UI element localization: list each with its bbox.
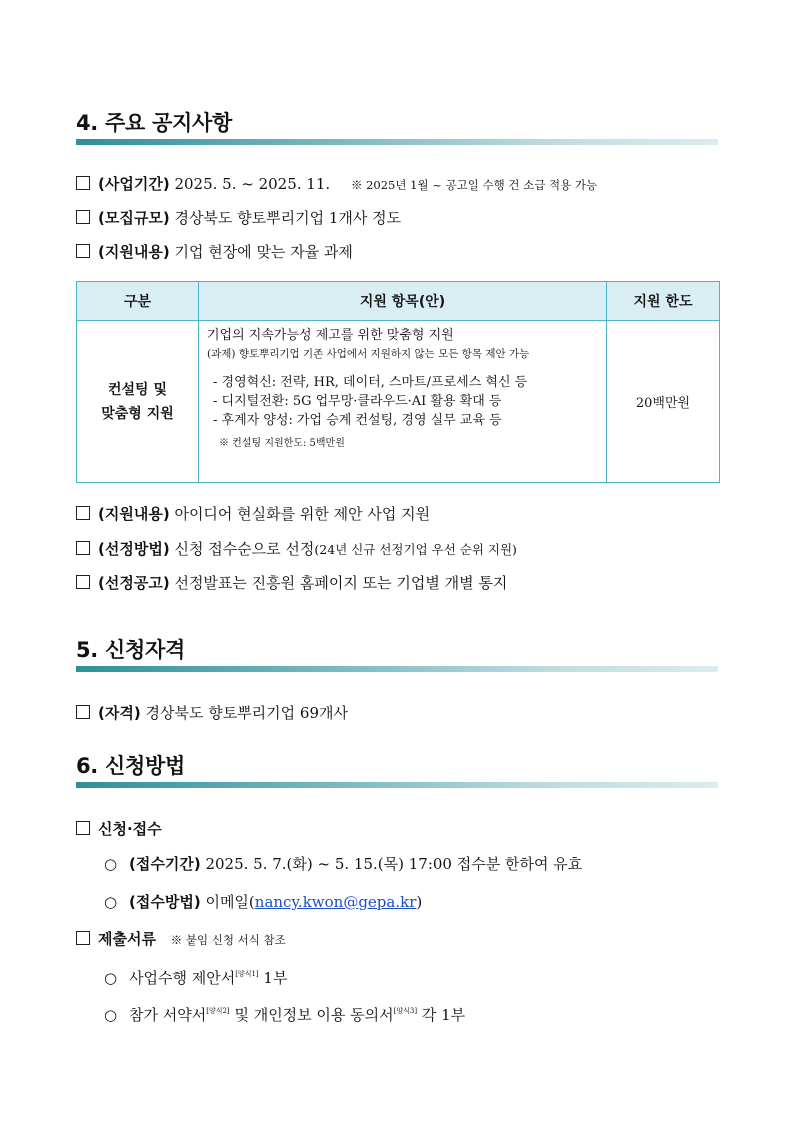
email-link[interactable]: nancy.kwon@gepa.kr bbox=[254, 893, 417, 911]
checkbox-icon bbox=[76, 210, 90, 224]
doc-1-item bbox=[104, 964, 287, 988]
checkbox-icon bbox=[76, 506, 90, 520]
category-line-2: 맞춤형 지원 bbox=[101, 405, 174, 422]
apply-heading: 신청·접수 bbox=[98, 820, 162, 838]
item-text: 경상북도 향토뿌리기업 69개사 bbox=[145, 704, 348, 722]
method-prefix: 이메일( bbox=[205, 893, 255, 911]
checkbox-icon bbox=[76, 541, 90, 555]
section-6-divider bbox=[76, 782, 718, 788]
limit-cell: 20백만원 bbox=[607, 321, 720, 483]
item-small-note: (24년 신규 선정기업 우선 순위 지원) bbox=[314, 542, 517, 557]
doc-2-text-b: 및 개인정보 이용 동의서 bbox=[229, 1006, 394, 1024]
docs-note: ※ 붙임 신청 서식 참조 bbox=[170, 933, 286, 947]
period-item bbox=[104, 854, 582, 874]
eligibility-item bbox=[76, 703, 348, 723]
doc-2-text-a: 참가 서약서 bbox=[129, 1006, 207, 1024]
support-content-item bbox=[76, 242, 353, 262]
item-text: 2025. 5. ~ 2025. 11. bbox=[174, 175, 331, 193]
business-period-item bbox=[76, 174, 597, 195]
support-table bbox=[76, 281, 720, 483]
category-cell bbox=[77, 321, 199, 483]
method-item bbox=[104, 892, 422, 912]
item-label: (자격) bbox=[98, 704, 141, 722]
doc-1-sup: [양식1] bbox=[235, 970, 259, 978]
header-items: 지원 항목(안) bbox=[199, 282, 607, 321]
item-label: (모집규모) bbox=[98, 209, 170, 227]
doc-1-count: 1부 bbox=[258, 969, 288, 987]
circle-bullet-icon: ○ bbox=[104, 893, 118, 911]
item-label: (선정방법) bbox=[98, 540, 170, 558]
checkbox-icon bbox=[76, 821, 90, 835]
section-5-title: 5. 신청자격 bbox=[76, 638, 185, 662]
selection-method-item bbox=[76, 539, 517, 560]
item-note: ※ 2025년 1월 ~ 공고일 수행 건 소급 적용 가능 bbox=[350, 178, 598, 192]
circle-bullet-icon: ○ bbox=[104, 969, 118, 987]
recruit-scale-item bbox=[76, 208, 401, 228]
circle-bullet-icon: ○ bbox=[104, 1006, 118, 1024]
doc-2-sup-a: [양식2] bbox=[206, 1007, 230, 1015]
checkbox-icon bbox=[76, 931, 90, 945]
header-limit: 지원 한도 bbox=[607, 282, 720, 321]
item-text: 선정발표는 진흥원 홈페이지 또는 기업별 개별 통지 bbox=[174, 574, 508, 592]
bullet-item: - 후계자 양성: 가업 승계 컨설팅, 경영 실무 교육 등 bbox=[213, 413, 502, 428]
item-label: (선정공고) bbox=[98, 574, 170, 592]
desc-sub: (과제) 향토뿌리기업 기존 사업에서 지원하지 않는 모든 항목 제안 가능 bbox=[207, 348, 530, 360]
bullet-item: - 디지털전환: 5G 업무망·클라우드·AI 활용 확대 등 bbox=[213, 394, 502, 409]
doc-1-text: 사업수행 제안서 bbox=[129, 969, 236, 987]
item-text: 기업 현장에 맞는 자율 과제 bbox=[174, 243, 353, 261]
checkbox-icon bbox=[76, 705, 90, 719]
item-label: (접수기간) bbox=[129, 855, 201, 873]
docs-heading: 제출서류 bbox=[98, 930, 156, 948]
checkbox-icon bbox=[76, 244, 90, 258]
header-category: 구분 bbox=[77, 282, 199, 321]
checkbox-icon bbox=[76, 176, 90, 190]
item-label: (지원내용) bbox=[98, 505, 170, 523]
item-label: (지원내용) bbox=[98, 243, 170, 261]
item-text: 신청 접수순으로 선정 bbox=[174, 540, 315, 558]
item-label: (사업기간) bbox=[98, 175, 170, 193]
doc-2-item bbox=[104, 1001, 465, 1025]
section-6-title: 6. 신청방법 bbox=[76, 754, 185, 778]
doc-2-sup-b: [양식3] bbox=[393, 1007, 418, 1015]
docs-heading-item bbox=[76, 929, 286, 950]
desc-main: 기업의 지속가능성 제고를 위한 맞춤형 지원 bbox=[207, 328, 454, 343]
item-label: (접수방법) bbox=[129, 893, 201, 911]
circle-bullet-icon: ○ bbox=[104, 855, 118, 873]
bullet-item: - 경영혁신: 전략, HR, 데이터, 스마트/프로세스 혁신 등 bbox=[213, 375, 528, 390]
item-text: 2025. 5. 7.(화) ~ 5. 15.(목) 17:00 접수분 한하여 유효 bbox=[205, 855, 583, 873]
apply-heading-item bbox=[76, 819, 162, 839]
section-4-divider bbox=[76, 139, 718, 145]
selection-notice-item bbox=[76, 573, 507, 593]
table-header-row bbox=[77, 282, 720, 321]
table-footnote: ※ 컨설팅 지원한도: 5백만원 bbox=[219, 438, 345, 449]
method-suffix: ) bbox=[416, 893, 423, 911]
doc-2-count: 각 1부 bbox=[417, 1006, 466, 1024]
item-text: 경상북도 향토뿌리기업 1개사 정도 bbox=[174, 209, 402, 227]
item-text: 아이디어 현실화를 위한 제안 사업 지원 bbox=[174, 505, 431, 523]
support-content-item-2 bbox=[76, 504, 430, 524]
section-4-title: 4. 주요 공지사항 bbox=[76, 111, 232, 135]
checkbox-icon bbox=[76, 575, 90, 589]
section-5-divider bbox=[76, 666, 718, 672]
table-row bbox=[77, 321, 720, 483]
items-cell bbox=[199, 321, 607, 483]
category-line-1: 컨설팅 및 bbox=[108, 381, 167, 398]
